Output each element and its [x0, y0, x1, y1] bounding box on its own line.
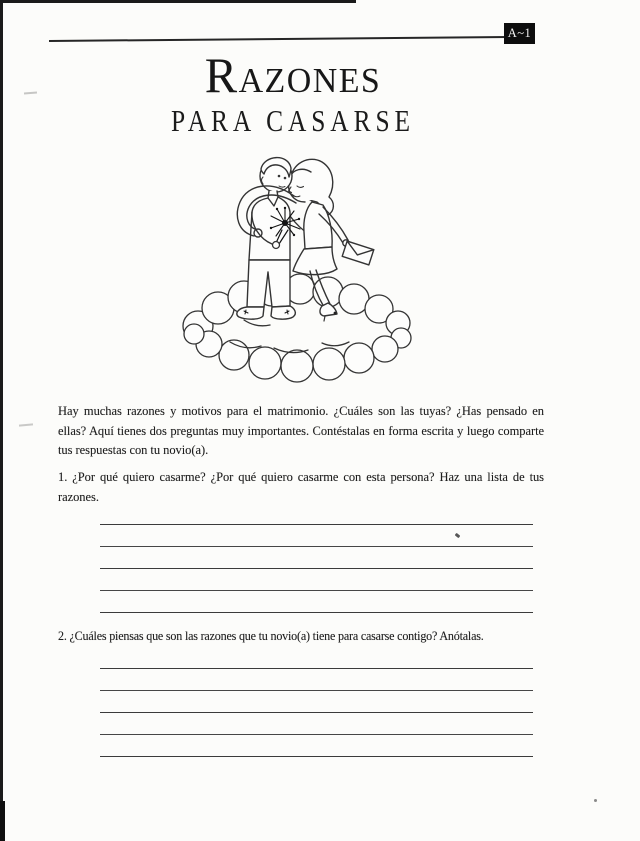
worksheet-title-line2: PARA CASARSE — [171, 103, 415, 138]
scan-edge-left — [0, 0, 3, 841]
answer-line — [100, 713, 533, 735]
answer-line — [100, 691, 533, 713]
question-1-text: ¿Por qué quiero casarme? ¿Por qué quiero casarme con esta persona? Haz una lista de tus razones. — [58, 470, 545, 504]
header-rule — [49, 36, 511, 42]
answer-line — [100, 735, 533, 757]
answer-lines-question-2 — [100, 647, 533, 757]
worksheet-title-line1: Razones — [204, 47, 382, 103]
answer-line — [100, 569, 533, 591]
answer-lines-question-1 — [100, 503, 533, 613]
section-tag-badge: A~1 — [504, 23, 535, 44]
question-1 — [58, 468, 544, 507]
answer-line — [100, 503, 533, 525]
intro-paragraph: Hay muchas razones y motivos para el matrimonio. ¿Cuáles son las tuyas? ¿Has pensado en ellas? Aquí tienes dos preguntas muy importantes. Contéstalas en forma escrita y luego comparte tus respuestas con tu novio(a). — [58, 404, 544, 457]
scan-artifact — [594, 799, 597, 802]
scan-edge-top — [0, 0, 356, 3]
scan-edge-corner — [0, 801, 5, 841]
question-2-number: 2. — [58, 629, 67, 643]
answer-line — [100, 591, 533, 613]
answer-line — [100, 525, 533, 547]
answer-line — [100, 547, 533, 569]
question-1-number: 1. — [58, 470, 68, 484]
question-2-text: ¿Cuáles piensas que son las razones que tu novio(a) tiene para casarse contigo? Anótalas. — [69, 629, 484, 643]
answer-line — [100, 669, 533, 691]
scan-artifact — [19, 423, 33, 426]
question-2 — [58, 627, 544, 647]
couple-on-cloud-illustration — [172, 150, 432, 388]
answer-line — [100, 647, 533, 669]
